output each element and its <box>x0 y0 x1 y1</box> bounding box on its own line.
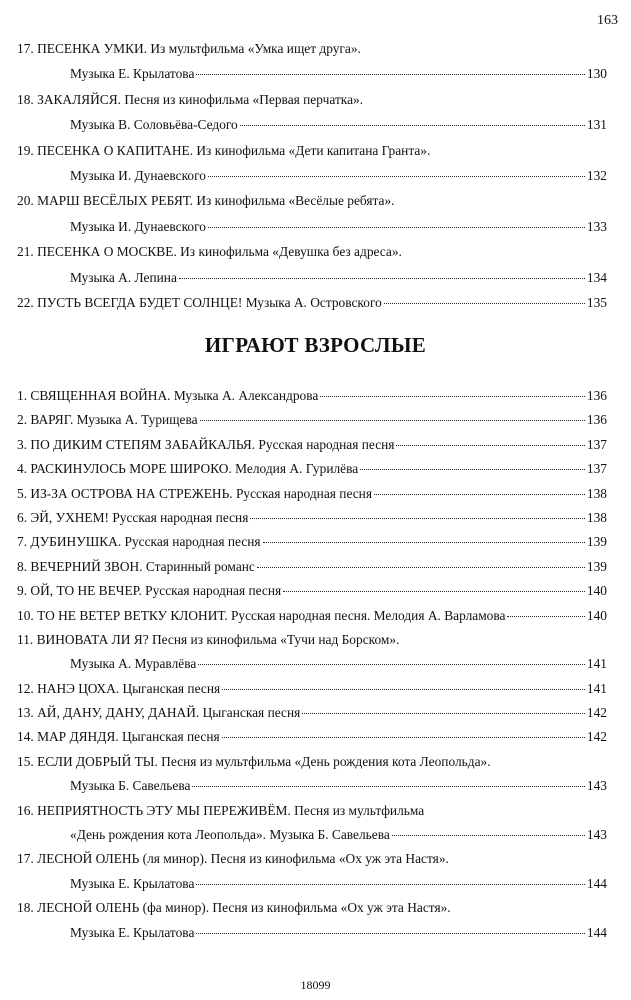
toc-entry-text <box>17 290 382 315</box>
toc-entry-number: 14. <box>17 729 34 745</box>
toc-page-number: 142 <box>586 705 607 721</box>
toc-entry-title: ПЕСЕНКА О КАПИТАНЕ <box>37 142 190 158</box>
toc-entry-description: . Из кинофильма «Дети капитана Гранта». <box>189 142 431 158</box>
toc-entry-line <box>17 384 607 408</box>
toc-page-number: 136 <box>586 388 607 403</box>
toc-entry-continuation-line <box>17 265 607 290</box>
toc-entry-text <box>17 36 361 61</box>
toc-entry <box>17 87 607 138</box>
toc-entry <box>17 750 607 799</box>
toc-entry-number: 17. <box>17 41 34 56</box>
toc-children-songs <box>17 36 607 315</box>
toc-entry-composer: Музыка Е. Крылатова <box>70 875 195 891</box>
toc-entry-title: ИЗ-ЗА ОСТРОВА НА СТРЕЖЕНЬ <box>30 485 230 501</box>
toc-entry-number: 10. <box>17 607 34 623</box>
toc-entry-description: (ля минор). Песня из кинофильма «Ох уж эта Настя». <box>139 851 449 867</box>
toc-page-number: 144 <box>586 924 607 940</box>
toc-entry-description: Музыка А. Островского <box>242 294 382 310</box>
toc-entry-title: ВЕЧЕРНИЙ ЗВОН <box>30 558 140 574</box>
toc-entry-line <box>17 482 607 506</box>
toc-page-number: 138 <box>586 485 607 501</box>
toc-dot-leader <box>392 835 585 836</box>
toc-entry-line <box>17 628 607 652</box>
toc-entry-title: ПЕСЕНКА О МОСКВЕ <box>37 244 174 260</box>
toc-entry-continuation-line <box>17 774 607 798</box>
toc-entry-text <box>17 725 220 749</box>
toc-entry-line <box>17 701 607 725</box>
toc-entry-line <box>17 408 607 432</box>
toc-entry <box>17 290 607 315</box>
toc-page-number: 142 <box>586 729 607 745</box>
toc-entry-composer: Музыка А. Лепина <box>70 269 177 285</box>
toc-entry-number: 21. <box>17 244 34 260</box>
toc-entry-line <box>17 579 607 603</box>
toc-entry-text <box>17 138 430 163</box>
toc-entry-continuation-line <box>17 61 607 86</box>
toc-entry-line <box>17 725 607 749</box>
toc-entry <box>17 433 607 457</box>
toc-entry-line <box>17 799 607 823</box>
toc-entry-description: . Русская народная песня. Мелодия А. Варламова <box>224 607 506 623</box>
toc-page-number: 140 <box>586 607 607 623</box>
toc-entry-description: . Из кинофильма «Весёлые ребята». <box>189 193 395 209</box>
toc-entry-text <box>17 239 402 264</box>
toc-entry-number: 9. <box>17 583 28 599</box>
page-number: 163 <box>597 13 618 28</box>
toc-entry-line <box>17 138 607 163</box>
toc-dot-leader <box>196 884 585 885</box>
toc-dot-leader <box>507 616 584 617</box>
toc-entry <box>17 579 607 603</box>
toc-dot-leader <box>208 227 585 228</box>
toc-entry-continuation-line <box>17 652 607 676</box>
toc-dot-leader <box>200 420 585 421</box>
toc-entry-text <box>17 188 395 213</box>
toc-entry-text <box>17 750 491 774</box>
toc-entry-text <box>17 847 449 871</box>
toc-entry-text <box>17 701 300 725</box>
toc-entry-description: . Старинный романс <box>139 558 255 574</box>
toc-entry-description: . Цыганская песня <box>115 680 221 696</box>
toc-entry-composer: Музыка И. Дунаевского <box>70 167 206 183</box>
toc-entry-continuation-line <box>17 823 607 847</box>
toc-entry <box>17 555 607 579</box>
toc-entry-description: . Из мультфильма «Умка ищет друга». <box>143 41 361 56</box>
toc-entry <box>17 239 607 290</box>
toc-page-number: 143 <box>586 778 607 794</box>
toc-entry <box>17 482 607 506</box>
toc-entry-text <box>17 799 424 823</box>
toc-entry-line <box>17 896 607 920</box>
toc-entry-number: 4. <box>17 461 28 477</box>
toc-dot-leader <box>360 469 585 470</box>
toc-entry <box>17 384 607 408</box>
toc-entry-continuation-line <box>17 214 607 239</box>
toc-page-number: 132 <box>586 167 607 183</box>
section-title: ИГРАЮТ ВЗРОСЛЫЕ <box>204 333 427 357</box>
toc-dot-leader <box>257 567 585 568</box>
toc-entry-number: 16. <box>17 802 34 818</box>
toc-entry <box>17 457 607 481</box>
toc-entry-text <box>17 896 451 920</box>
toc-entry <box>17 506 607 530</box>
toc-entry-line <box>17 677 607 701</box>
toc-entry-number: 20. <box>17 193 34 209</box>
toc-page-number: 141 <box>586 680 607 696</box>
toc-page-number: 143 <box>586 827 607 843</box>
toc-dot-leader <box>179 278 585 279</box>
toc-entry-title: МАР ДЯНДЯ <box>37 729 116 745</box>
toc-entry-description: . Музыка А. Александрова <box>167 388 319 403</box>
toc-entry-line <box>17 87 607 112</box>
toc-entry-number: 8. <box>17 558 28 574</box>
toc-entry-text <box>17 579 281 603</box>
toc-entry-text <box>17 87 363 112</box>
toc-entry-number: 15. <box>17 753 34 769</box>
toc-page-number: 133 <box>586 218 607 234</box>
toc-entry <box>17 725 607 749</box>
toc-entry-number: 1. <box>17 388 28 403</box>
toc-entry-composer: Музыка Е. Крылатова <box>70 924 195 940</box>
toc-entry-title: НЕПРИЯТНОСТЬ ЭТУ МЫ ПЕРЕЖИВЁМ <box>37 802 288 818</box>
toc-entry <box>17 799 607 848</box>
toc-entry <box>17 138 607 189</box>
toc-entry-description: . Мелодия А. Гурилёва <box>228 461 359 477</box>
toc-entry-text <box>17 628 399 652</box>
toc-entry <box>17 604 607 628</box>
toc-entry-text <box>17 457 358 481</box>
toc-entry-number: 11. <box>17 631 34 647</box>
toc-entry <box>17 36 607 87</box>
toc-entry-line <box>17 847 607 871</box>
toc-entry-number: 13. <box>17 705 34 721</box>
toc-page-number: 138 <box>586 509 607 525</box>
toc-entry-description: Русская народная песня <box>108 509 249 525</box>
toc-entry-text <box>17 530 261 554</box>
toc-entry-number: 22. <box>17 294 34 310</box>
toc-adults-songs <box>17 384 607 945</box>
toc-entry-description: . Цыганская песня <box>115 729 220 745</box>
toc-entry-description: . Русская народная песня <box>117 534 261 550</box>
toc-dot-leader <box>250 518 585 519</box>
toc-dot-leader <box>240 125 585 126</box>
toc-entry <box>17 188 607 239</box>
toc-entry <box>17 408 607 432</box>
toc-dot-leader <box>374 494 585 495</box>
toc-dot-leader <box>192 786 584 787</box>
toc-entry-title: РАСКИНУЛОСЬ МОРЕ ШИРОКО <box>30 461 229 477</box>
toc-page-number: 140 <box>586 583 607 599</box>
toc-entry-composer: Музыка В. Соловьёва-Седого <box>70 117 238 133</box>
toc-dot-leader <box>222 737 585 738</box>
toc-entry-description: . Цыганская песня <box>195 705 301 721</box>
toc-entry-continuation-line <box>17 872 607 896</box>
toc-entry <box>17 677 607 701</box>
toc-entry-text <box>17 482 372 506</box>
toc-page-number: 137 <box>586 436 607 452</box>
toc-entry-description: . Песня из мультфильма <box>287 802 425 818</box>
toc-entry-title: ЛЕСНОЙ ОЛЕНЬ <box>37 851 140 867</box>
toc-page-number: 135 <box>586 294 607 310</box>
toc-page-number: 134 <box>586 269 607 285</box>
toc-entry-title: ТО НЕ ВЕТЕР ВЕТКУ КЛОНИТ <box>37 607 225 623</box>
toc-entry-description: . Русская народная песня <box>251 436 395 452</box>
toc-dot-leader <box>208 176 585 177</box>
toc-entry-text <box>17 604 505 628</box>
toc-entry-continuation-line <box>17 112 607 137</box>
toc-entry-description: . Песня из мультфильма «День рождения кота Леопольда». <box>154 753 491 769</box>
toc-entry-text <box>17 506 248 530</box>
toc-entry-title: ПО ДИКИМ СТЕПЯМ ЗАБАЙКАЛЬЯ <box>30 436 252 452</box>
toc-entry-composer: Музыка А. Муравлёва <box>70 656 197 672</box>
toc-entry-title: ЕСЛИ ДОБРЫЙ ТЫ <box>37 753 155 769</box>
toc-entry-title: ЛЕСНОЙ ОЛЕНЬ <box>37 900 140 916</box>
toc-dot-leader <box>222 689 585 690</box>
toc-entry-continuation-line <box>17 921 607 945</box>
toc-entry-number: 6. <box>17 509 28 525</box>
toc-entry-continuation-line <box>17 163 607 188</box>
toc-entry-number: 17. <box>17 851 34 867</box>
toc-entry <box>17 896 607 945</box>
toc-dot-leader <box>302 713 585 714</box>
toc-entry-title: ВИНОВАТА ЛИ Я? <box>36 631 149 647</box>
toc-page-number: 139 <box>586 534 607 550</box>
toc-entry-title: НАНЭ ЦОХА <box>37 680 116 696</box>
toc-entry-title: СВЯЩЕННАЯ ВОЙНА <box>30 388 168 403</box>
toc-dot-leader <box>263 542 585 543</box>
toc-entry-title: ЭЙ, УХНЕМ! <box>30 509 109 525</box>
toc-entry-line <box>17 290 607 315</box>
toc-entry-number: 19. <box>17 142 34 158</box>
toc-entry-line <box>17 36 607 61</box>
toc-dot-leader <box>196 933 585 934</box>
toc-dot-leader <box>320 396 585 397</box>
toc-entry-description: . Русская народная песня <box>138 583 282 599</box>
toc-entry <box>17 628 607 677</box>
toc-entry-line <box>17 555 607 579</box>
toc-page-number: 139 <box>586 558 607 574</box>
toc-entry-line <box>17 750 607 774</box>
toc-entry-line <box>17 188 607 213</box>
toc-entry-composer: Музыка Б. Савельева <box>70 778 191 794</box>
toc-page-number: 136 <box>586 412 607 428</box>
toc-entry-title: АЙ, ДАНУ, ДАНУ, ДАНАЙ <box>37 705 196 721</box>
toc-entry-title: ОЙ, ТО НЕ ВЕЧЕР <box>30 583 139 599</box>
toc-dot-leader <box>384 303 585 304</box>
toc-entry-description: . Из кинофильма «Девушка без адреса». <box>173 244 402 260</box>
toc-entry-number: 18. <box>17 91 34 107</box>
toc-entry-number: 2. <box>17 412 28 428</box>
toc-entry-text <box>17 677 220 701</box>
toc-entry-text <box>17 408 198 432</box>
toc-entry-line <box>17 604 607 628</box>
toc-entry-description: (фа минор). Песня из кинофильма «Ох уж эта Настя». <box>139 900 451 916</box>
document-code: 18099 <box>300 978 331 992</box>
toc-dot-leader <box>396 445 584 446</box>
toc-entry-title: ПЕСЕНКА УМКИ <box>37 41 144 56</box>
toc-entry-line <box>17 239 607 264</box>
toc-entry-text <box>17 384 318 408</box>
toc-entry-description: . Музыка А. Турищева <box>69 412 198 428</box>
toc-entry-number: 7. <box>17 534 28 550</box>
toc-entry-title: ЗАКАЛЯЙСЯ <box>37 91 118 107</box>
toc-page-number: 130 <box>586 66 607 82</box>
toc-entry <box>17 530 607 554</box>
toc-dot-leader <box>283 591 585 592</box>
toc-entry-description: . Песня из кинофильма «Первая перчатка». <box>117 91 364 107</box>
toc-entry-line <box>17 506 607 530</box>
toc-entry <box>17 847 607 896</box>
toc-entry-number: 12. <box>17 680 34 696</box>
toc-entry-number: 5. <box>17 485 28 501</box>
toc-entry-title: ПУСТЬ ВСЕГДА БУДЕТ СОЛНЦЕ! <box>37 294 243 310</box>
toc-entry-text <box>17 433 394 457</box>
toc-page-number: 131 <box>586 117 607 133</box>
toc-entry-composer: Музыка И. Дунаевского <box>70 218 206 234</box>
toc-entry-number: 3. <box>17 436 28 452</box>
toc-page-number: 137 <box>586 461 607 477</box>
toc-entry-line <box>17 530 607 554</box>
toc-entry-text <box>17 555 255 579</box>
toc-entry-title: ВАРЯГ <box>30 412 70 428</box>
toc-entry-title: МАРШ ВЕСЁЛЫХ РЕБЯТ <box>37 193 190 209</box>
toc-page-number: 144 <box>586 875 607 891</box>
toc-entry-composer: «День рождения кота Леопольда». Музыка Б. Савельева <box>70 827 390 843</box>
toc-entry-title: ДУБИНУШКА <box>30 534 118 550</box>
toc-entry-number: 18. <box>17 900 34 916</box>
toc-entry <box>17 701 607 725</box>
toc-entry-description: Песня из кинофильма «Тучи над Борском». <box>148 631 400 647</box>
toc-entry-line <box>17 457 607 481</box>
toc-dot-leader <box>198 664 585 665</box>
toc-dot-leader <box>196 74 585 75</box>
toc-entry-line <box>17 433 607 457</box>
toc-page-number: 141 <box>586 656 607 672</box>
toc-entry-description: . Русская народная песня <box>229 485 372 501</box>
toc-entry-composer: Музыка Е. Крылатова <box>70 66 195 82</box>
